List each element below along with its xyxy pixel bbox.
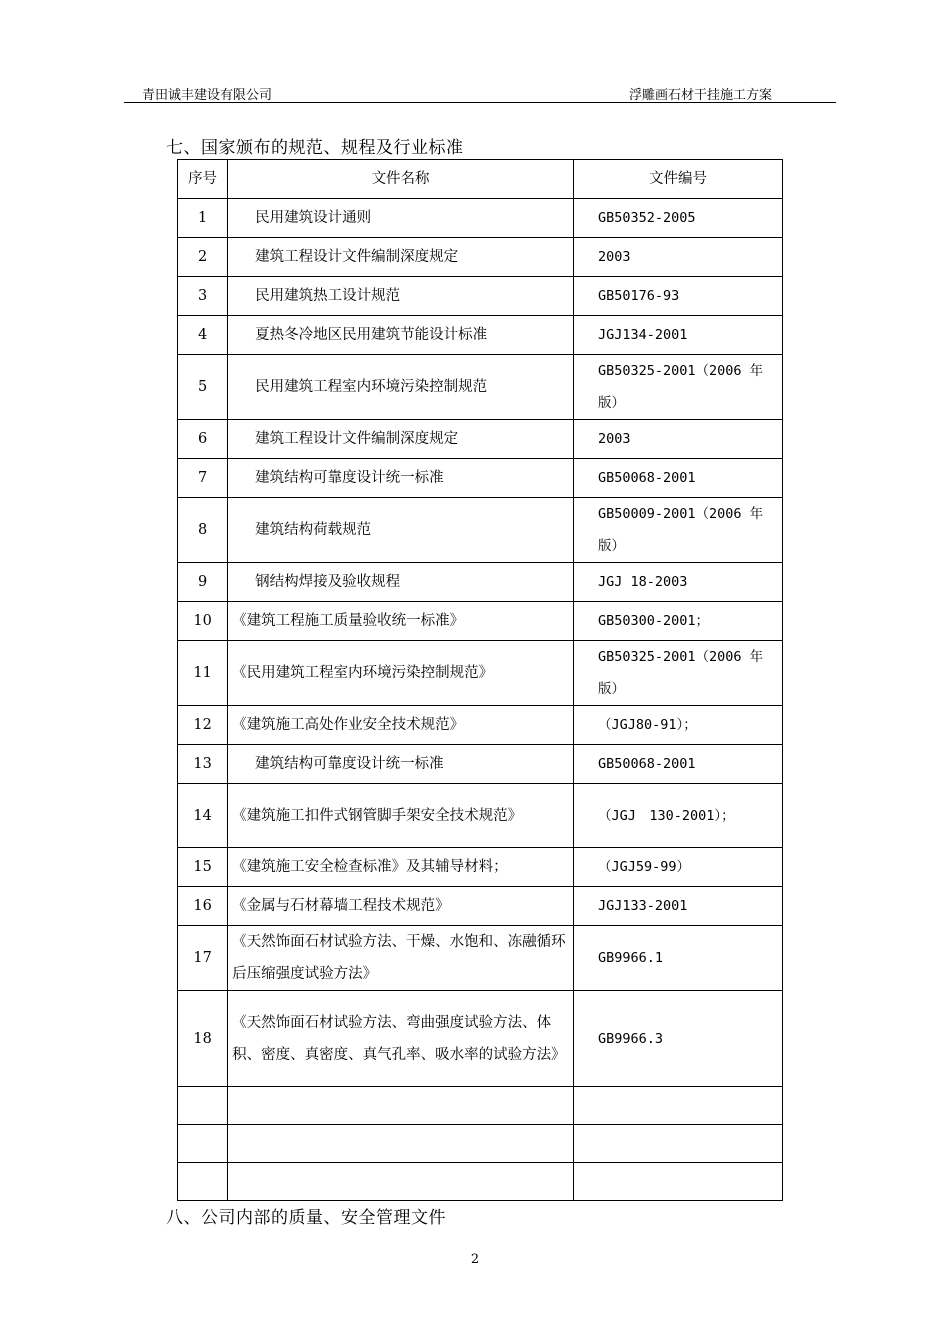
row-doc-code: GB50352-2005	[574, 199, 783, 238]
row-doc-name: 建筑结构可靠度设计统一标准	[228, 745, 574, 784]
row-number: 14	[178, 784, 228, 848]
row-number: 5	[178, 355, 228, 420]
row-doc-code: （JGJ80-91）；	[574, 706, 783, 745]
page-header	[124, 84, 836, 103]
row-number	[178, 1087, 228, 1125]
row-doc-code: JGJ 18-2003	[574, 563, 783, 602]
row-number: 17	[178, 926, 228, 991]
row-doc-code: GB50068-2001	[574, 459, 783, 498]
row-number: 3	[178, 277, 228, 316]
row-doc-name	[228, 1163, 574, 1201]
row-doc-name: 民用建筑热工设计规范	[228, 277, 574, 316]
row-number	[178, 1163, 228, 1201]
table-row	[178, 706, 783, 745]
row-doc-name: 钢结构焊接及验收规程	[228, 563, 574, 602]
table-row	[178, 745, 783, 784]
row-number: 16	[178, 887, 228, 926]
table-row	[178, 784, 783, 848]
row-doc-name: 《民用建筑工程室内环境污染控制规范》	[228, 641, 574, 706]
row-doc-name: 《建筑工程施工质量验收统一标准》	[228, 602, 574, 641]
row-number: 13	[178, 745, 228, 784]
page-number: 2	[470, 1252, 480, 1267]
row-doc-code: GB50325-2001（2006 年版）	[574, 355, 783, 420]
row-doc-name: 民用建筑工程室内环境污染控制规范	[228, 355, 574, 420]
row-doc-code: GB50176-93	[574, 277, 783, 316]
row-doc-code: JGJ134-2001	[574, 316, 783, 355]
table-row	[178, 199, 783, 238]
row-number: 6	[178, 420, 228, 459]
row-doc-code: GB50068-2001	[574, 745, 783, 784]
row-number: 2	[178, 238, 228, 277]
standards-table	[177, 159, 783, 1201]
row-number: 12	[178, 706, 228, 745]
row-doc-name: 《建筑施工安全检查标准》及其辅导材料；	[228, 848, 574, 887]
header-code: 文件编号	[574, 160, 783, 199]
table-row	[178, 498, 783, 563]
row-doc-name: 建筑结构可靠度设计统一标准	[228, 459, 574, 498]
table-row	[178, 848, 783, 887]
table-row	[178, 641, 783, 706]
table-body	[178, 199, 783, 1201]
header-no: 序号	[178, 160, 228, 199]
table-row	[178, 277, 783, 316]
row-doc-name: 《天然饰面石材试验方法、干燥、水饱和、冻融循环后压缩强度试验方法》	[228, 926, 574, 991]
row-doc-code	[574, 1125, 783, 1163]
section-7-title: 七、国家颁布的规范、规程及行业标准	[166, 138, 464, 158]
row-doc-name: 《建筑施工高处作业安全技术规范》	[228, 706, 574, 745]
row-doc-name	[228, 1125, 574, 1163]
table-header-row	[178, 160, 783, 199]
table-row	[178, 602, 783, 641]
row-number: 18	[178, 991, 228, 1087]
row-number: 11	[178, 641, 228, 706]
row-doc-code: 2003	[574, 238, 783, 277]
table-row	[178, 1087, 783, 1125]
row-doc-code: GB9966.3	[574, 991, 783, 1087]
row-doc-name: 《建筑施工扣件式钢管脚手架安全技术规范》	[228, 784, 574, 848]
row-number: 7	[178, 459, 228, 498]
table-row	[178, 887, 783, 926]
row-doc-name: 《金属与石材幕墙工程技术规范》	[228, 887, 574, 926]
row-doc-code	[574, 1087, 783, 1125]
table-row	[178, 926, 783, 991]
row-number: 15	[178, 848, 228, 887]
table-row	[178, 420, 783, 459]
row-doc-name: 民用建筑设计通则	[228, 199, 574, 238]
table-row	[178, 316, 783, 355]
row-number: 4	[178, 316, 228, 355]
row-doc-name	[228, 1087, 574, 1125]
header-doc-title: 浮雕画石材干挂施工方案	[628, 88, 772, 103]
section-8-title: 八、公司内部的质量、安全管理文件	[166, 1208, 446, 1228]
row-doc-name: 建筑工程设计文件编制深度规定	[228, 420, 574, 459]
table-row	[178, 1163, 783, 1201]
row-doc-code: GB50325-2001（2006 年版）	[574, 641, 783, 706]
header-name: 文件名称	[228, 160, 574, 199]
table-row	[178, 355, 783, 420]
row-doc-name: 建筑工程设计文件编制深度规定	[228, 238, 574, 277]
row-doc-code: GB50300-2001；	[574, 602, 783, 641]
table-row	[178, 459, 783, 498]
row-doc-code: JGJ133-2001	[574, 887, 783, 926]
row-doc-code: GB50009-2001（2006 年版）	[574, 498, 783, 563]
row-doc-name: 《天然饰面石材试验方法、弯曲强度试验方法、体积、密度、真密度、真气孔率、吸水率的试验方法》	[228, 991, 574, 1087]
table-row	[178, 563, 783, 602]
row-number: 10	[178, 602, 228, 641]
table-row	[178, 1125, 783, 1163]
row-doc-code: （JGJ 130-2001）；	[574, 784, 783, 848]
row-number: 8	[178, 498, 228, 563]
row-doc-name: 夏热冬冷地区民用建筑节能设计标准	[228, 316, 574, 355]
row-doc-code: 2003	[574, 420, 783, 459]
row-number	[178, 1125, 228, 1163]
row-number: 1	[178, 199, 228, 238]
row-doc-code: （JGJ59-99）	[574, 848, 783, 887]
row-doc-name: 建筑结构荷载规范	[228, 498, 574, 563]
header-company: 青田诚丰建设有限公司	[142, 88, 273, 103]
row-doc-code	[574, 1163, 783, 1201]
table-row	[178, 238, 783, 277]
row-number: 9	[178, 563, 228, 602]
table-row	[178, 991, 783, 1087]
row-doc-code: GB9966.1	[574, 926, 783, 991]
